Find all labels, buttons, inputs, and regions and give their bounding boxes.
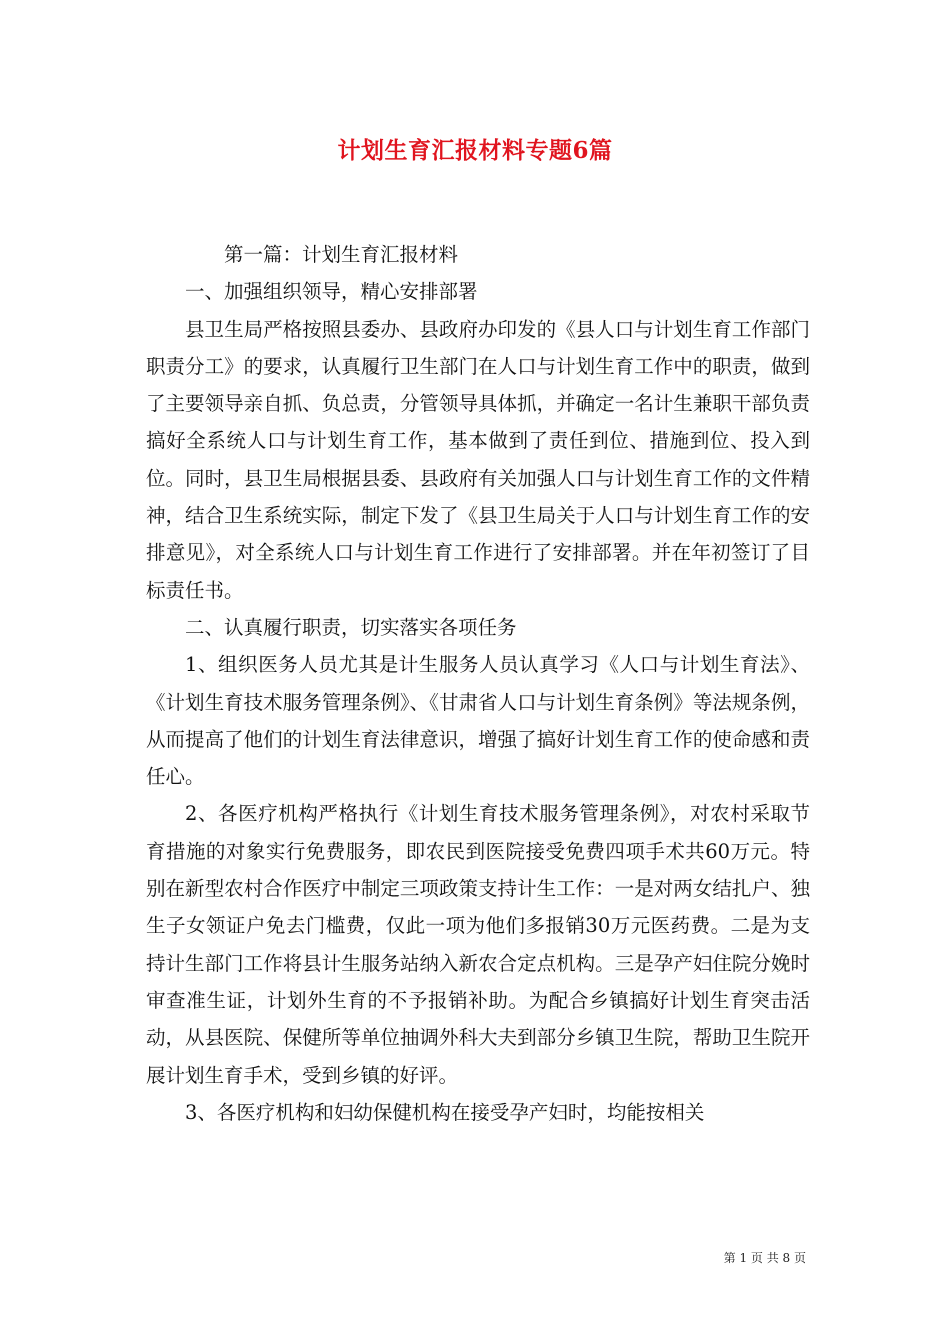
document-title: 计划生育汇报材料专题6篇 xyxy=(337,137,613,164)
body-paragraph: 3、各医疗机构和妇幼保健机构在接受孕产妇时，均能按相关 xyxy=(185,1100,705,1124)
body-paragraph: 1、组织医务人员尤其是计生服务人员认真学习《人口与计划生育法》、《计划生育技术服务管理条例》、《甘肃省人口与计划生育条例》等法规条例，从而提高了他们的计划生育法律意识，增强了搞好计划生育工作的使命感和责任心。 xyxy=(146,653,810,789)
body-paragraph: 县卫生局严格按照县委办、县政府办印发的《县人口与计划生育工作部门职责分工》的要求，认真履行卫生部门在人口与计划生育工作中的职责，做到了主要领导亲自抓、负总责，分管领导具体抓，并确定一名计生兼职干部负责搞好全系统人口与计划生育工作，基本做到了责任到位、措施到位、投入到位。同时，县卫生局根据县委、县政府有关加强人口与计划生育工作的文件精神，结合卫生系统实际，制定下发了《县卫生局关于人口与计划生育工作的安排意见》，对全系统人口与计划生育工作进行了安排部署。并在年初签订了目标责任书。 xyxy=(146,317,810,602)
page-number: 第 1 页 共 8 页 xyxy=(723,1251,806,1265)
subsection-heading: 一、加强组织领导，精心安排部署 xyxy=(185,280,478,304)
subsection-heading: 二、认真履行职责，切实落实各项任务 xyxy=(185,615,517,639)
document-body xyxy=(146,236,810,1131)
body-paragraph: 2、各医疗机构严格执行《计划生育技术服务管理条例》，对农村采取节育措施的对象实行免费服务，即农民到医院接受免费四项手术共60万元。特别在新型农村合作医疗中制定三项政策支持计生工作：一是对两女结扎户、独生子女领证户免去门槛费，仅此一项为他们多报销30万元医药费。二是为支持计生部门工作将县计生服务站纳入新农合定点机构。三是孕产妇住院分娩时审查准生证，计划外生育的不予报销补助。为配合乡镇搞好计划生育突击活动，从县医院、保健所等单位抽调外科大夫到部分乡镇卫生院，帮助卫生院开展计划生育手术，受到乡镇的好评。 xyxy=(146,802,810,1087)
section-heading: 第一篇：计划生育汇报材料 xyxy=(224,243,459,266)
